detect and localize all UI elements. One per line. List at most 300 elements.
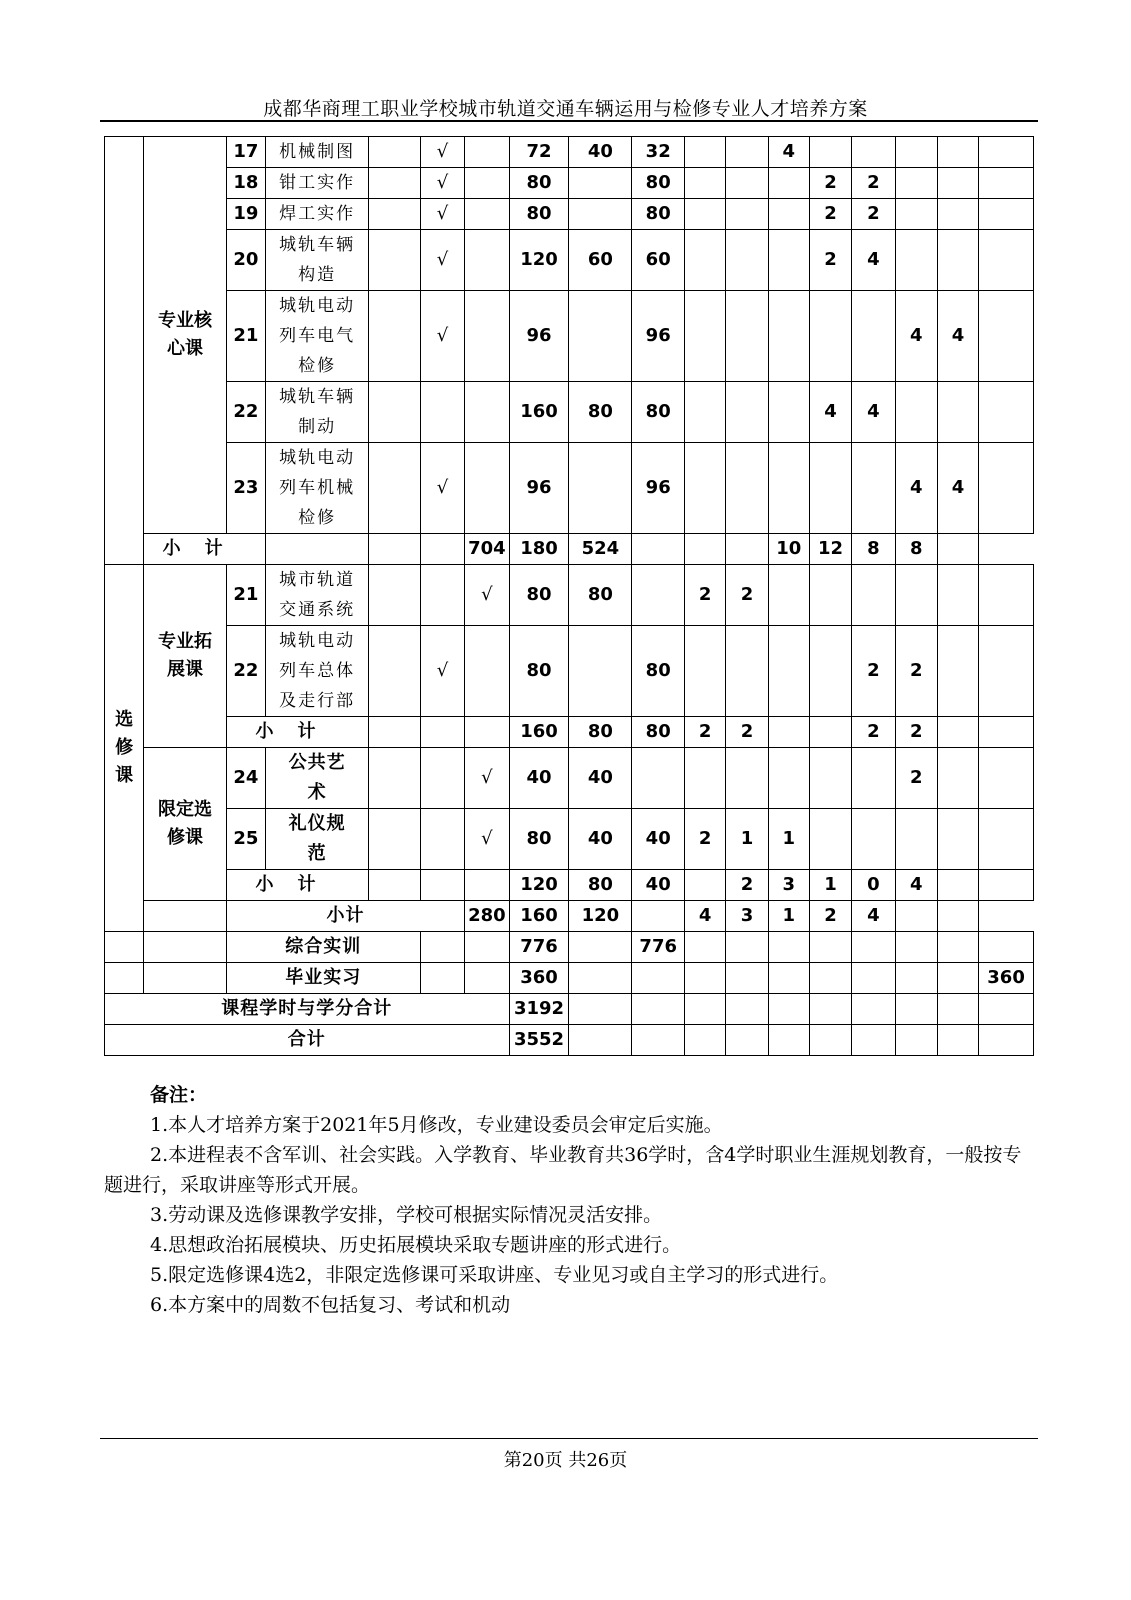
- semester-hours: [685, 870, 726, 901]
- course-number: 20: [226, 230, 265, 291]
- course-number: 25: [226, 809, 265, 870]
- semester-hours: [685, 534, 726, 565]
- table-row: [105, 443, 1034, 534]
- semester-hours: 4: [937, 443, 978, 534]
- semester-hours: [809, 626, 851, 717]
- semester-hours: [895, 565, 937, 626]
- table-cell: [809, 1025, 851, 1056]
- table-row: [105, 748, 1034, 809]
- semester-hours: 8: [895, 534, 937, 565]
- semester-hours: [852, 932, 895, 963]
- semester-hours: [809, 748, 851, 809]
- practice-hours: 120: [569, 901, 632, 932]
- course-name: 公共艺术: [266, 748, 369, 809]
- table-cell: [420, 932, 464, 963]
- semester-hours: 12: [809, 534, 851, 565]
- theory-hours: 40: [569, 809, 632, 870]
- semester-hours: [685, 963, 726, 994]
- semester-hours: 4: [852, 230, 895, 291]
- table-cell: [809, 994, 851, 1025]
- exam-type-cell: [369, 443, 421, 534]
- semester-hours: [768, 168, 809, 199]
- semester-hours: [685, 382, 726, 443]
- semester-hours: [726, 291, 768, 382]
- semester-hours: [685, 199, 726, 230]
- semester-hours: 2: [685, 565, 726, 626]
- semester-hours: [937, 901, 978, 932]
- practice-hours: [632, 565, 685, 626]
- theory-hours: [569, 932, 632, 963]
- semester-hours: [979, 137, 1034, 168]
- table-cell: [144, 963, 227, 994]
- page-header-title: 成都华商理工职业学校城市轨道交通车辆运用与检修专业人才培养方案: [263, 98, 868, 120]
- semester-hours: [809, 963, 851, 994]
- semester-hours: 4: [937, 291, 978, 382]
- theory-hours: 40: [569, 748, 632, 809]
- total-hours: 3552: [509, 1025, 569, 1056]
- category-blank-cell: [105, 137, 144, 565]
- table-row: [105, 199, 1034, 230]
- semester-hours: [979, 626, 1034, 717]
- semester-hours: [768, 717, 809, 748]
- check-mark-cell: √: [465, 809, 509, 870]
- internship-label: 毕业实习: [226, 963, 420, 994]
- semester-hours: 4: [852, 382, 895, 443]
- practice-hours: 776: [632, 932, 685, 963]
- semester-hours: 1: [809, 870, 851, 901]
- check-mark-cell: [465, 168, 509, 199]
- semester-hours: [852, 443, 895, 534]
- practice-hours: 32: [632, 137, 685, 168]
- total-hours: 72: [509, 137, 569, 168]
- semester-hours: [852, 291, 895, 382]
- semester-hours: [809, 137, 851, 168]
- table-cell: [105, 963, 144, 994]
- semester-hours: [726, 626, 768, 717]
- semester-hours: [726, 534, 768, 565]
- practice-hours: 80: [632, 382, 685, 443]
- semester-hours: [895, 137, 937, 168]
- semester-hours: [685, 626, 726, 717]
- total-hours: 704: [465, 534, 509, 565]
- subtotal-label: 小计: [226, 901, 464, 932]
- total-hours: 280: [465, 901, 509, 932]
- table-cell: [895, 994, 937, 1025]
- course-name: 城轨电动列车电气检修: [266, 291, 369, 382]
- practice-hours: 96: [632, 291, 685, 382]
- semester-hours: 2: [895, 717, 937, 748]
- semester-hours: [726, 748, 768, 809]
- practice-hours: 524: [569, 534, 632, 565]
- semester-hours: [979, 199, 1034, 230]
- semester-hours: 2: [685, 809, 726, 870]
- table-cell: [144, 932, 227, 963]
- semester-hours: [726, 932, 768, 963]
- semester-hours: 2: [726, 870, 768, 901]
- semester-hours: [852, 963, 895, 994]
- check-mark-cell: √: [420, 626, 464, 717]
- practice-hours: 80: [632, 199, 685, 230]
- total-hours: 40: [509, 748, 569, 809]
- semester-hours: 2: [852, 626, 895, 717]
- check-mark-cell: [465, 230, 509, 291]
- semester-hours: [685, 291, 726, 382]
- semester-hours: [685, 443, 726, 534]
- course-number: 18: [226, 168, 265, 199]
- theory-hours: [569, 168, 632, 199]
- table-row: [105, 230, 1034, 291]
- table-cell: [768, 1025, 809, 1056]
- semester-hours: [768, 199, 809, 230]
- semester-hours: 2: [809, 199, 851, 230]
- semester-hours: [726, 963, 768, 994]
- course-name: 焊工实作: [266, 199, 369, 230]
- total-hours: 80: [509, 168, 569, 199]
- total-hours: 80: [509, 626, 569, 717]
- practice-hours: 60: [632, 230, 685, 291]
- semester-hours: [937, 870, 978, 901]
- course-name: 城轨电动列车总体及走行部: [266, 626, 369, 717]
- table-row: [105, 963, 1034, 994]
- note-line-5: 5.限定选修课4选2，非限定选修课可采取讲座、专业见习或自主学习的形式进行。: [150, 1264, 839, 1286]
- course-name: 城轨电动列车机械检修: [266, 443, 369, 534]
- course-total-label: 课程学时与学分合计: [105, 994, 510, 1025]
- exam-type-cell: [369, 137, 421, 168]
- semester-hours: [768, 443, 809, 534]
- course-name: 城轨车辆构造: [266, 230, 369, 291]
- table-cell: [369, 534, 421, 565]
- semester-hours: 8: [852, 534, 895, 565]
- semester-hours: [768, 230, 809, 291]
- check-mark-cell: [420, 382, 464, 443]
- table-cell: [266, 534, 369, 565]
- semester-hours: [937, 717, 978, 748]
- practice-hours: 80: [632, 626, 685, 717]
- semester-hours: [979, 717, 1034, 748]
- total-hours: 120: [509, 230, 569, 291]
- semester-hours: 2: [895, 626, 937, 717]
- check-mark-cell: [465, 382, 509, 443]
- semester-hours: [937, 137, 978, 168]
- semester-hours: [852, 565, 895, 626]
- semester-hours: [768, 291, 809, 382]
- semester-hours: [895, 168, 937, 199]
- table-cell: [420, 534, 464, 565]
- table-cell: [420, 717, 464, 748]
- semester-hours: 3: [768, 870, 809, 901]
- theory-hours: 160: [509, 901, 569, 932]
- exam-type-cell: [369, 291, 421, 382]
- practice-hours: 80: [632, 168, 685, 199]
- note-line-2: 2.本进程表不含军训、社会实践。入学教育、毕业教育共36学时，含4学时职业生涯规划教育，一般按专题进行，采取讲座等形式开展。: [104, 1144, 1022, 1196]
- semester-hours: 1: [726, 809, 768, 870]
- semester-hours: 4: [852, 901, 895, 932]
- semester-hours: [979, 809, 1034, 870]
- semester-hours: [768, 565, 809, 626]
- semester-hours: [979, 291, 1034, 382]
- notes-section: [104, 1080, 1034, 1320]
- semester-hours: [726, 199, 768, 230]
- check-mark-cell: √: [420, 230, 464, 291]
- course-name: 城市轨道交通系统: [266, 565, 369, 626]
- table-row: [105, 534, 1034, 565]
- semester-hours: [632, 534, 685, 565]
- semester-hours: 1: [768, 809, 809, 870]
- course-name: 机械制图: [266, 137, 369, 168]
- course-name: 礼仪规范: [266, 809, 369, 870]
- extension-course-label: 专业拓展课: [144, 565, 227, 748]
- semester-hours: 2: [726, 565, 768, 626]
- semester-hours: [979, 230, 1034, 291]
- table-cell: [685, 994, 726, 1025]
- note-line-6: 6.本方案中的周数不包括复习、考试和机动: [150, 1294, 511, 1316]
- course-plan-table: [104, 136, 1034, 1056]
- exam-type-cell: [369, 230, 421, 291]
- semester-hours: 2: [809, 901, 851, 932]
- course-name: 城轨车辆制动: [266, 382, 369, 443]
- check-mark-cell: [465, 137, 509, 168]
- semester-hours: [852, 748, 895, 809]
- semester-hours: [979, 932, 1034, 963]
- check-mark-cell: [420, 748, 464, 809]
- course-number: 19: [226, 199, 265, 230]
- semester-hours: [726, 137, 768, 168]
- semester-hours: [852, 809, 895, 870]
- semester-hours: 0: [852, 870, 895, 901]
- semester-hours: [937, 168, 978, 199]
- total-hours: 160: [509, 717, 569, 748]
- theory-hours: [569, 963, 632, 994]
- theory-hours: 60: [569, 230, 632, 291]
- semester-hours: [685, 932, 726, 963]
- training-label: 综合实训: [226, 932, 420, 963]
- total-hours: 160: [509, 382, 569, 443]
- semester-hours: [979, 168, 1034, 199]
- semester-hours: 360: [979, 963, 1034, 994]
- table-row: [105, 626, 1034, 717]
- semester-hours: [979, 565, 1034, 626]
- semester-hours: [937, 932, 978, 963]
- check-mark-cell: [465, 443, 509, 534]
- table-row: [105, 382, 1034, 443]
- semester-hours: 4: [895, 870, 937, 901]
- semester-hours: 2: [726, 717, 768, 748]
- total-hours: 120: [509, 870, 569, 901]
- exam-type-cell: [369, 168, 421, 199]
- semester-hours: [937, 809, 978, 870]
- semester-hours: 2: [809, 168, 851, 199]
- table-row: [105, 994, 1034, 1025]
- semester-hours: [979, 748, 1034, 809]
- theory-hours: [569, 199, 632, 230]
- theory-hours: 80: [569, 382, 632, 443]
- subtotal-label: 小计: [226, 870, 368, 901]
- semester-hours: [852, 137, 895, 168]
- check-mark-cell: √: [420, 291, 464, 382]
- course-number: 22: [226, 626, 265, 717]
- table-cell: [465, 963, 509, 994]
- table-cell: [852, 1025, 895, 1056]
- table-cell: [685, 1025, 726, 1056]
- semester-hours: [768, 382, 809, 443]
- table-row: [105, 137, 1034, 168]
- semester-hours: [895, 809, 937, 870]
- course-number: 23: [226, 443, 265, 534]
- exam-type-cell: [369, 626, 421, 717]
- table-cell: [465, 870, 509, 901]
- semester-hours: [895, 382, 937, 443]
- limited-elective-label: 限定选修课: [144, 748, 227, 901]
- table-cell: [937, 994, 978, 1025]
- semester-hours: [937, 382, 978, 443]
- check-mark-cell: [465, 199, 509, 230]
- practice-hours: 40: [632, 870, 685, 901]
- table-cell: [105, 932, 144, 963]
- semester-hours: [979, 870, 1034, 901]
- check-mark-cell: √: [420, 443, 464, 534]
- course-number: 22: [226, 382, 265, 443]
- table-row: [105, 1025, 1034, 1056]
- semester-hours: 2: [809, 230, 851, 291]
- semester-hours: [895, 901, 937, 932]
- semester-hours: [895, 963, 937, 994]
- table-cell: [726, 994, 768, 1025]
- semester-hours: [937, 230, 978, 291]
- semester-hours: 1: [768, 901, 809, 932]
- table-row: [105, 291, 1034, 382]
- header-divider: [100, 120, 1038, 122]
- page-number: 第20页 共26页: [503, 1450, 628, 1471]
- theory-hours: [569, 291, 632, 382]
- practice-hours: [632, 748, 685, 809]
- semester-hours: 4: [768, 137, 809, 168]
- table-cell: [465, 932, 509, 963]
- table-cell: [768, 994, 809, 1025]
- semester-hours: [726, 230, 768, 291]
- semester-hours: [895, 932, 937, 963]
- semester-hours: 4: [895, 443, 937, 534]
- check-mark-cell: [420, 809, 464, 870]
- semester-hours: [937, 963, 978, 994]
- table-cell: [937, 1025, 978, 1056]
- semester-hours: [979, 443, 1034, 534]
- course-number: 17: [226, 137, 265, 168]
- total-hours: 80: [509, 565, 569, 626]
- table-row: [105, 932, 1034, 963]
- semester-hours: [809, 809, 851, 870]
- check-mark-cell: √: [420, 199, 464, 230]
- semester-hours: 2: [895, 748, 937, 809]
- semester-hours: 4: [809, 382, 851, 443]
- table-cell: [569, 1025, 632, 1056]
- table-cell: [979, 1025, 1034, 1056]
- semester-hours: [726, 168, 768, 199]
- check-mark-cell: √: [465, 748, 509, 809]
- semester-hours: [685, 137, 726, 168]
- semester-hours: [937, 626, 978, 717]
- semester-hours: [809, 932, 851, 963]
- practice-hours: 80: [632, 717, 685, 748]
- semester-hours: [726, 382, 768, 443]
- check-mark-cell: [465, 626, 509, 717]
- semester-hours: 10: [768, 534, 809, 565]
- table-row: [105, 870, 1034, 901]
- semester-hours: [895, 230, 937, 291]
- semester-hours: [937, 534, 978, 565]
- table-cell: [632, 994, 685, 1025]
- semester-hours: [632, 901, 685, 932]
- semester-hours: [768, 932, 809, 963]
- total-hours: 360: [509, 963, 569, 994]
- semester-hours: 2: [852, 717, 895, 748]
- exam-type-cell: [369, 809, 421, 870]
- course-number: 24: [226, 748, 265, 809]
- table-row: [105, 168, 1034, 199]
- semester-hours: [768, 748, 809, 809]
- semester-hours: 2: [852, 168, 895, 199]
- total-hours: 96: [509, 443, 569, 534]
- exam-type-cell: [369, 199, 421, 230]
- table-cell: [852, 994, 895, 1025]
- semester-hours: [895, 199, 937, 230]
- semester-hours: 2: [852, 199, 895, 230]
- semester-hours: [685, 748, 726, 809]
- total-hours: 3192: [509, 994, 569, 1025]
- course-number: 21: [226, 565, 265, 626]
- semester-hours: [809, 291, 851, 382]
- practice-hours: 96: [632, 443, 685, 534]
- semester-hours: 2: [685, 717, 726, 748]
- semester-hours: [809, 565, 851, 626]
- table-cell: [420, 870, 464, 901]
- subtotal-label: 小计: [144, 534, 266, 565]
- table-row: [105, 901, 1034, 932]
- table-row: [105, 809, 1034, 870]
- total-hours: 776: [509, 932, 569, 963]
- table-cell: [465, 717, 509, 748]
- theory-hours: 80: [569, 565, 632, 626]
- note-line-4: 4.思想政治拓展模块、历史拓展模块采取专题讲座的形式进行。: [150, 1234, 682, 1256]
- subtotal-label: 小计: [226, 717, 368, 748]
- semester-hours: 4: [895, 291, 937, 382]
- semester-hours: [685, 168, 726, 199]
- table-cell: [420, 963, 464, 994]
- semester-hours: 4: [685, 901, 726, 932]
- table-row: [105, 717, 1034, 748]
- total-hours: 96: [509, 291, 569, 382]
- table-cell: [144, 901, 227, 932]
- exam-type-cell: [369, 382, 421, 443]
- table-cell: [979, 994, 1034, 1025]
- grand-total-label: 合计: [105, 1025, 510, 1056]
- table-row: [105, 565, 1034, 626]
- check-mark-cell: √: [420, 168, 464, 199]
- semester-hours: [809, 717, 851, 748]
- exam-type-cell: [369, 748, 421, 809]
- semester-hours: [768, 963, 809, 994]
- check-mark-cell: [465, 291, 509, 382]
- table-cell: [569, 994, 632, 1025]
- table-cell: [369, 717, 421, 748]
- note-line-3: 3.劳动课及选修课教学安排，学校可根据实际情况灵活安排。: [150, 1204, 663, 1226]
- theory-hours: 40: [569, 137, 632, 168]
- table-cell: [632, 1025, 685, 1056]
- table-cell: [369, 870, 421, 901]
- check-mark-cell: √: [420, 137, 464, 168]
- practice-hours: 40: [632, 809, 685, 870]
- table-cell: [726, 1025, 768, 1056]
- total-hours: 80: [509, 809, 569, 870]
